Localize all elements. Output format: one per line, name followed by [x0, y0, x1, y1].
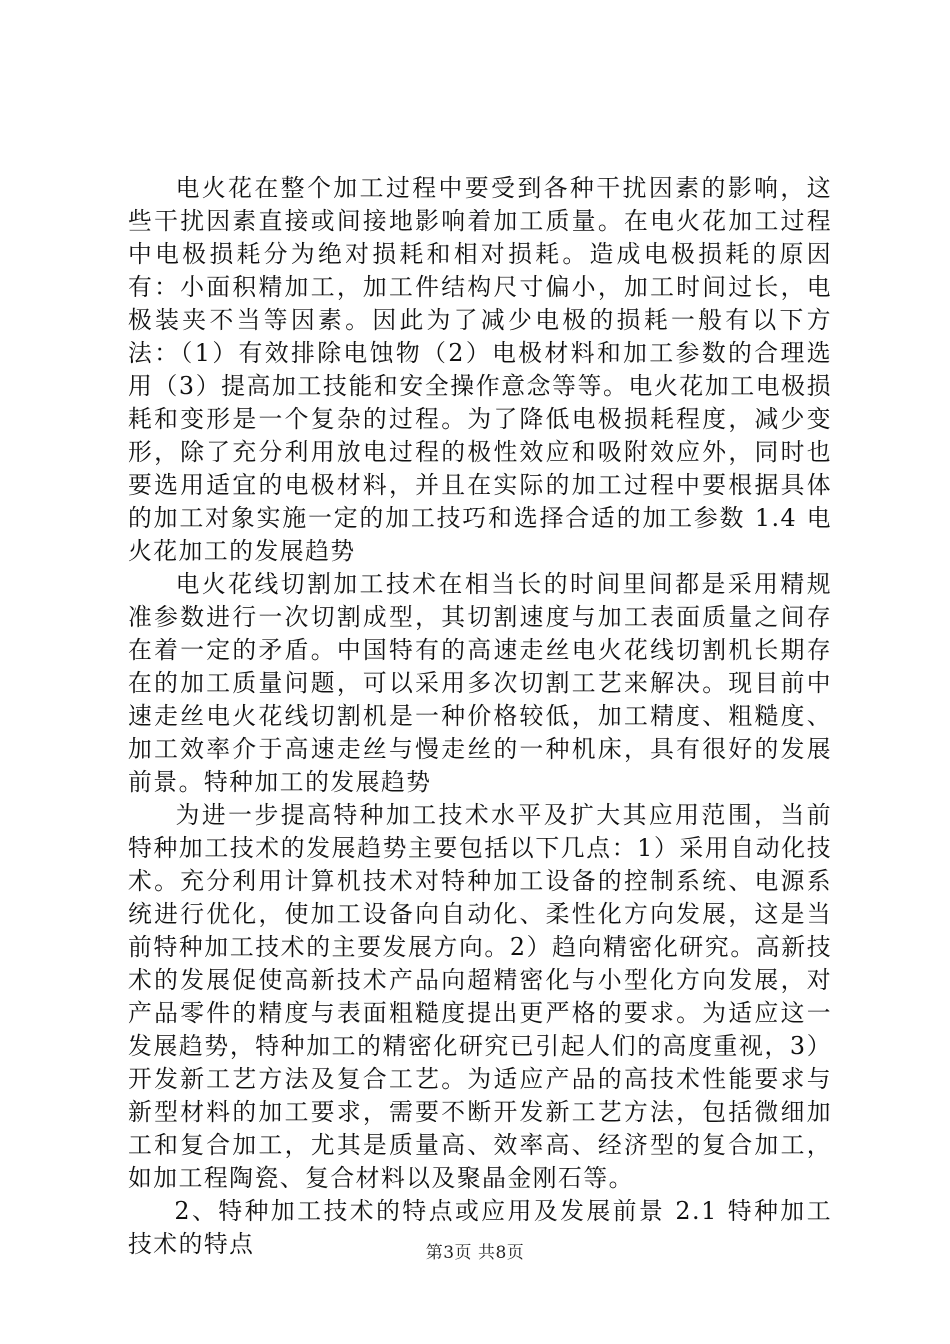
- paragraph-development-trends: 为进一步提高特种加工技术水平及扩大其应用范围，当前特种加工技术的发展趋势主要包括以下几点：1）采用自动化技术。充分利用计算机技术对特种加工设备的控制系统、电源系统进行优化，使加工设备向自动化、柔性化方向发展，这是当前特种加工技术的主要发展方向。2）趋向精密化研究。高新技术的发展促使高新技术产品向超精密化与小型化方向发展，对产品零件的精度与表面粗糙度提出更严格的要求。为适应这一发展趋势，特种加工的精密化研究已引起人们的高度重视，3）开发新工艺方法及复合工艺。为适应产品的高技术性能要求与新型材料的加工要求，需要不断开发新工艺方法，包括微细加工和复合加工，尤其是质量高、效率高、经济型的复合加工，如加工程陶瓷、复合材料以及聚晶金刚石等。: [128, 801, 832, 1192]
- paragraph-electrode-wear: 电火花在整个加工过程中要受到各种干扰因素的影响，这些干扰因素直接或间接地影响着加工质量。在电火花加工过程中电极损耗分为绝对损耗和相对损耗。造成电极损耗的原因有：小面积精加工，加工件结构尺寸偏小，加工时间过长，电极装夹不当等因素。因此为了减少电极的损耗一般有以下方法：（1）有效排除电蚀物（2）电极材料和加工参数的合理选用（3）提高加工技能和安全操作意念等等。电火花加工电极损耗和变形是一个复杂的过程。为了降低电极损耗程度，减少变形，除了充分利用放电过程的极性效应和吸附效应外，同时也要选用适宜的电极材料，并且在实际的加工过程中要根据具体的加工对象实施一定的加工技巧和选择合适的加工参数 1.4 电火花加工的发展趋势: [128, 174, 832, 565]
- page-number-footer: 第3页 共8页: [425, 1243, 525, 1263]
- paragraph-wire-cutting: 电火花线切割加工技术在相当长的时间里间都是采用精规准参数进行一次切割成型，其切割速度与加工表面质量之间存在着一定的矛盾。中国特有的高速走丝电火花线切割机长期存在的加工质量问题，可以采用多次切割工艺来解决。现目前中速走丝电火花线切割机是一种价格较低，加工精度、粗糙度、加工效率介于高速走丝与慢走丝的一种机床，具有很好的发展前景。特种加工的发展趋势: [128, 570, 832, 796]
- section-heading-special-machining: 2、特种加工技术的特点或应用及发展前景 2.1 特种加工技术的特点: [128, 1197, 832, 1258]
- document-body: [128, 172, 832, 1261]
